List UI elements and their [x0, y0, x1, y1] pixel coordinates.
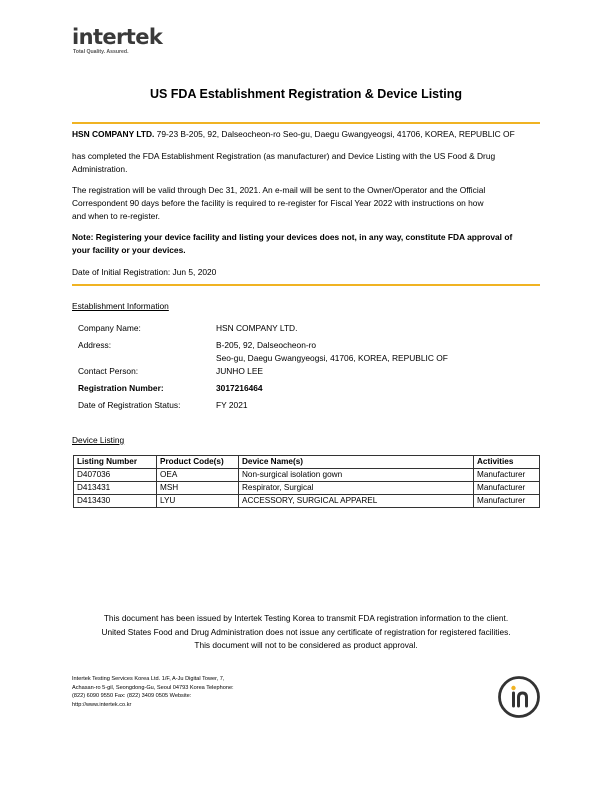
table-cell: Non-surgical isolation gown	[239, 469, 474, 482]
contact-label: Contact Person:	[78, 366, 139, 376]
completion-line: has completed the FDA Establishment Registration (as manufacturer) and Device Listing with the US Food & Drug	[72, 151, 496, 161]
registration-status-value: FY 2021	[216, 400, 248, 410]
company-row	[78, 322, 538, 335]
note-line: Note: Registering your device facility and listing your devices does not, in any way, constitute FDA approval of	[72, 232, 513, 242]
address-label: Address:	[78, 340, 112, 350]
address-line: Achasan-ro 5-gil, Seongdong-Gu, Seoul 04793 Korea Telephone:	[72, 684, 234, 691]
table-row	[74, 495, 540, 508]
table-cell: D413430	[74, 495, 157, 508]
issuer-address	[72, 675, 272, 709]
column-header: Activities	[474, 456, 540, 469]
establishment-info	[78, 322, 538, 412]
note-line: your facility or your devices.	[72, 245, 186, 255]
intertek-in-circle-icon	[497, 675, 541, 719]
website-link: http://www.intertek.co.kr	[72, 701, 132, 708]
disclaimer	[60, 612, 552, 653]
intertek-logo	[72, 26, 162, 58]
device-listing-section-title: Device Listing	[72, 435, 125, 445]
registration-number-row	[78, 382, 538, 395]
table-cell: Manufacturer	[474, 495, 540, 508]
column-header: Device Name(s)	[239, 456, 474, 469]
table-cell: Respirator, Surgical	[239, 482, 474, 495]
middle-divider	[72, 284, 540, 286]
table-cell: ACCESSORY, SURGICAL APPAREL	[239, 495, 474, 508]
logo-wordmark: intertek	[72, 25, 163, 49]
company-address: 79-23 B-205, 92, Dalseocheon-ro Seo-gu, Daegu Gwangyeogsi, 41706, KOREA, REPUBLIC OF	[154, 129, 515, 139]
registration-status-row	[78, 399, 538, 412]
address-line: (822) 6090 9550 Fax: (822) 3409 0505 Website:	[72, 693, 192, 700]
registration-number-value: 3017216464	[216, 383, 263, 393]
table-cell: Manufacturer	[474, 482, 540, 495]
company-paragraph	[72, 128, 542, 141]
table-cell: Manufacturer	[474, 469, 540, 482]
validity-line: The registration will be valid through Dec 31, 2021. An e-mail will be sent to the Owner/Operator and the Official	[72, 185, 486, 195]
table-cell: D413431	[74, 482, 157, 495]
address-line: Intertek Testing Services Korea Ltd. 1/F, A-Ju Digital Tower, 7,	[72, 676, 225, 682]
table-row	[74, 482, 540, 495]
column-header: Listing Number	[74, 456, 157, 469]
top-divider	[72, 122, 540, 124]
address-line: Seo-gu, Daegu Gwangyeogsi, 41706, KOREA, REPUBLIC OF	[216, 353, 448, 363]
initial-registration-date: Date of Initial Registration: Jun 5, 2020	[72, 267, 217, 277]
page-title: US FDA Establishment Registration & Device Listing	[149, 87, 463, 101]
logo-tagline: Total Quality. Assured.	[73, 49, 129, 55]
disclaimer-line: This document will not to be considered as product approval.	[194, 640, 418, 650]
disclaimer-line: United States Food and Drug Administration does not issue any certificate of registration for registered facilities.	[101, 626, 511, 637]
registration-number-label: Registration Number:	[78, 383, 164, 393]
table-cell: MSH	[157, 482, 239, 495]
establishment-section-title: Establishment Information	[72, 301, 169, 311]
table-row	[74, 469, 540, 482]
contact-row	[78, 365, 538, 378]
company-value: HSN COMPANY LTD.	[216, 323, 298, 333]
address-value	[216, 339, 448, 365]
validity-line: Correspondent 90 days before the facility is required to re-register for Fiscal Year 2022 with instructions on how	[72, 198, 484, 208]
note-paragraph	[72, 231, 542, 257]
company-name-bold: HSN COMPANY LTD.	[72, 129, 155, 139]
registration-status-label: Date of Registration Status:	[78, 400, 181, 410]
device-listing-table	[73, 455, 540, 508]
completion-line: Administration.	[72, 164, 128, 174]
validity-paragraph	[72, 184, 542, 223]
completion-paragraph	[72, 150, 542, 176]
disclaimer-line: This document has been issued by Intertek Testing Korea to transmit FDA registration information to the client.	[103, 613, 509, 623]
address-line: B-205, 92, Dalseocheon-ro	[216, 340, 317, 350]
table-cell: LYU	[157, 495, 239, 508]
contact-value: JUNHO LEE	[216, 366, 264, 376]
table-header-row	[74, 456, 540, 469]
table-cell: D407036	[74, 469, 157, 482]
validity-line: and when to re-register.	[72, 211, 160, 221]
column-header: Product Code(s)	[157, 456, 239, 469]
table-cell: OEA	[157, 469, 239, 482]
company-label: Company Name:	[78, 323, 141, 333]
